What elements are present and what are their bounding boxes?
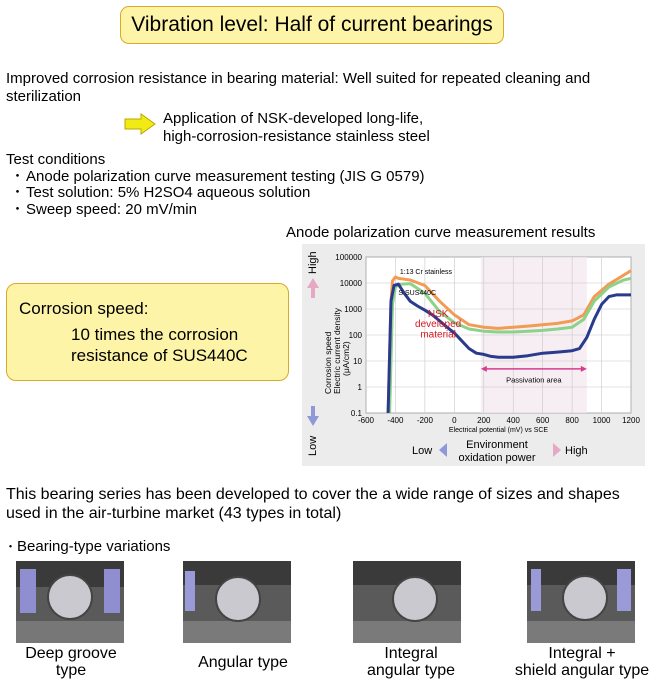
x-tick-label: 400: [506, 416, 520, 425]
bearing-label-integral: [344, 645, 478, 679]
corrosion-speed-line2: resistance of SUS440C: [71, 346, 248, 365]
x-tick-label: 600: [535, 416, 550, 425]
env-high-label: High: [565, 445, 588, 457]
high-arrow-icon: [307, 278, 319, 298]
deep-groove-bearing-image: [16, 561, 124, 643]
bearing-label-angular: [176, 654, 310, 671]
env-low-arrow-icon: [439, 443, 447, 457]
x-tick-label: 1200: [622, 416, 640, 425]
env-high-arrow-icon: [553, 443, 561, 457]
chart-panel: [302, 244, 645, 466]
nsk-label-line2: developed: [415, 319, 462, 331]
integral-angular-bearing-image: [353, 561, 461, 643]
test-condition-item: ・ Anode polarization curve measurement testing (JIS G 0579): [12, 169, 425, 186]
angular-bearing-image: [183, 561, 291, 643]
y-tick-label: 10: [353, 357, 362, 366]
bearing-label-line1: Angular type: [198, 654, 288, 671]
env-label-line1: Environment: [466, 439, 528, 451]
bearing-label-line1: Deep groove: [25, 645, 117, 662]
high-label: High: [307, 251, 319, 274]
polarization-chart: [302, 244, 645, 466]
x-tick-label: 800: [565, 416, 579, 425]
x-axis-label: Electrical potential (mV) vs SCE: [448, 427, 549, 434]
series-label-13cr: 1:13 Cr stainless: [399, 269, 453, 277]
test-conditions-heading: Test conditions: [6, 151, 106, 168]
ylabel-line1: Corrosion speed: [323, 331, 333, 394]
y-tick-label: 1000: [344, 305, 362, 314]
series-label-sus440c: S SUS440C: [398, 289, 437, 297]
test-condition-item: ・ Test solution: 5% H2SO4 aqueous solution: [12, 185, 425, 202]
bearing-label-line2: angular type: [366, 662, 456, 679]
corrosion-speed-box: [6, 283, 289, 381]
series-description: This bearing series has been developed to cover the a wide range of sizes and shapes used in the air-turbine market (43 types in total): [6, 486, 620, 522]
y-tick-label: 1: [357, 383, 362, 392]
bearing-label-line1: Integral: [384, 645, 438, 662]
integral-shield-angular-bearing-image: [527, 561, 635, 643]
test-conditions: [6, 152, 425, 218]
env-low-label: Low: [412, 445, 433, 457]
y-tick-label: 10000: [339, 279, 362, 288]
ylabel-line2: Electric current density: [332, 308, 342, 394]
passivation-area-label: Passivation area: [506, 375, 562, 385]
bearing-label-line1: Integral +: [548, 645, 616, 662]
x-tick-label: 200: [477, 416, 491, 425]
y-tick-label: 100000: [335, 253, 362, 262]
chart-title: Anode polarization curve measurement results: [286, 224, 596, 241]
corrosion-speed-line1: 10 times the corrosion: [71, 325, 239, 344]
x-tick-label: -600: [357, 416, 375, 425]
title-box: [120, 6, 504, 44]
bearing-label-line2: type: [55, 662, 87, 679]
page-title: Vibration level: Half of current bearings: [131, 13, 493, 36]
nsk-label-line1: NSK: [427, 308, 449, 320]
x-tick-label: 1000: [592, 416, 611, 425]
corrosion-heading: Improved corrosion resistance in bearing material: Well suited for repeated cleaning and sterilization: [6, 70, 591, 105]
bearing-label-deep-groove: [4, 645, 138, 679]
bearing-label-integral-shield: [507, 645, 657, 679]
x-tick-label: -400: [387, 416, 404, 425]
nsk-label-line3: material: [420, 329, 456, 341]
variations-heading-text: Bearing-type variations: [17, 538, 171, 555]
ylabel-line3: (μA/cm2): [341, 341, 351, 376]
application-text: [163, 110, 430, 146]
variations-heading: ・Bearing-type variations: [4, 538, 171, 555]
x-tick-label: 0: [452, 416, 457, 425]
env-label-line2: oxidation power: [458, 452, 536, 464]
bearing-label-line2: shield angular type: [514, 662, 650, 679]
plot-area: [335, 253, 640, 434]
application-line1: Application of NSK-developed long-life,: [163, 110, 424, 127]
x-tick-label: -200: [416, 416, 433, 425]
y-tick-label: 100: [348, 331, 362, 340]
application-line2: high-corrosion-resistance stainless steel: [163, 128, 430, 145]
corrosion-speed-heading: Corrosion speed:: [19, 299, 149, 318]
low-arrow-icon: [307, 406, 319, 426]
right-arrow-icon: [124, 113, 156, 135]
y-tick-label: 0.1: [350, 409, 362, 418]
test-condition-item: ・ Sweep speed: 20 mV/min: [12, 202, 425, 219]
low-label: Low: [307, 435, 319, 456]
